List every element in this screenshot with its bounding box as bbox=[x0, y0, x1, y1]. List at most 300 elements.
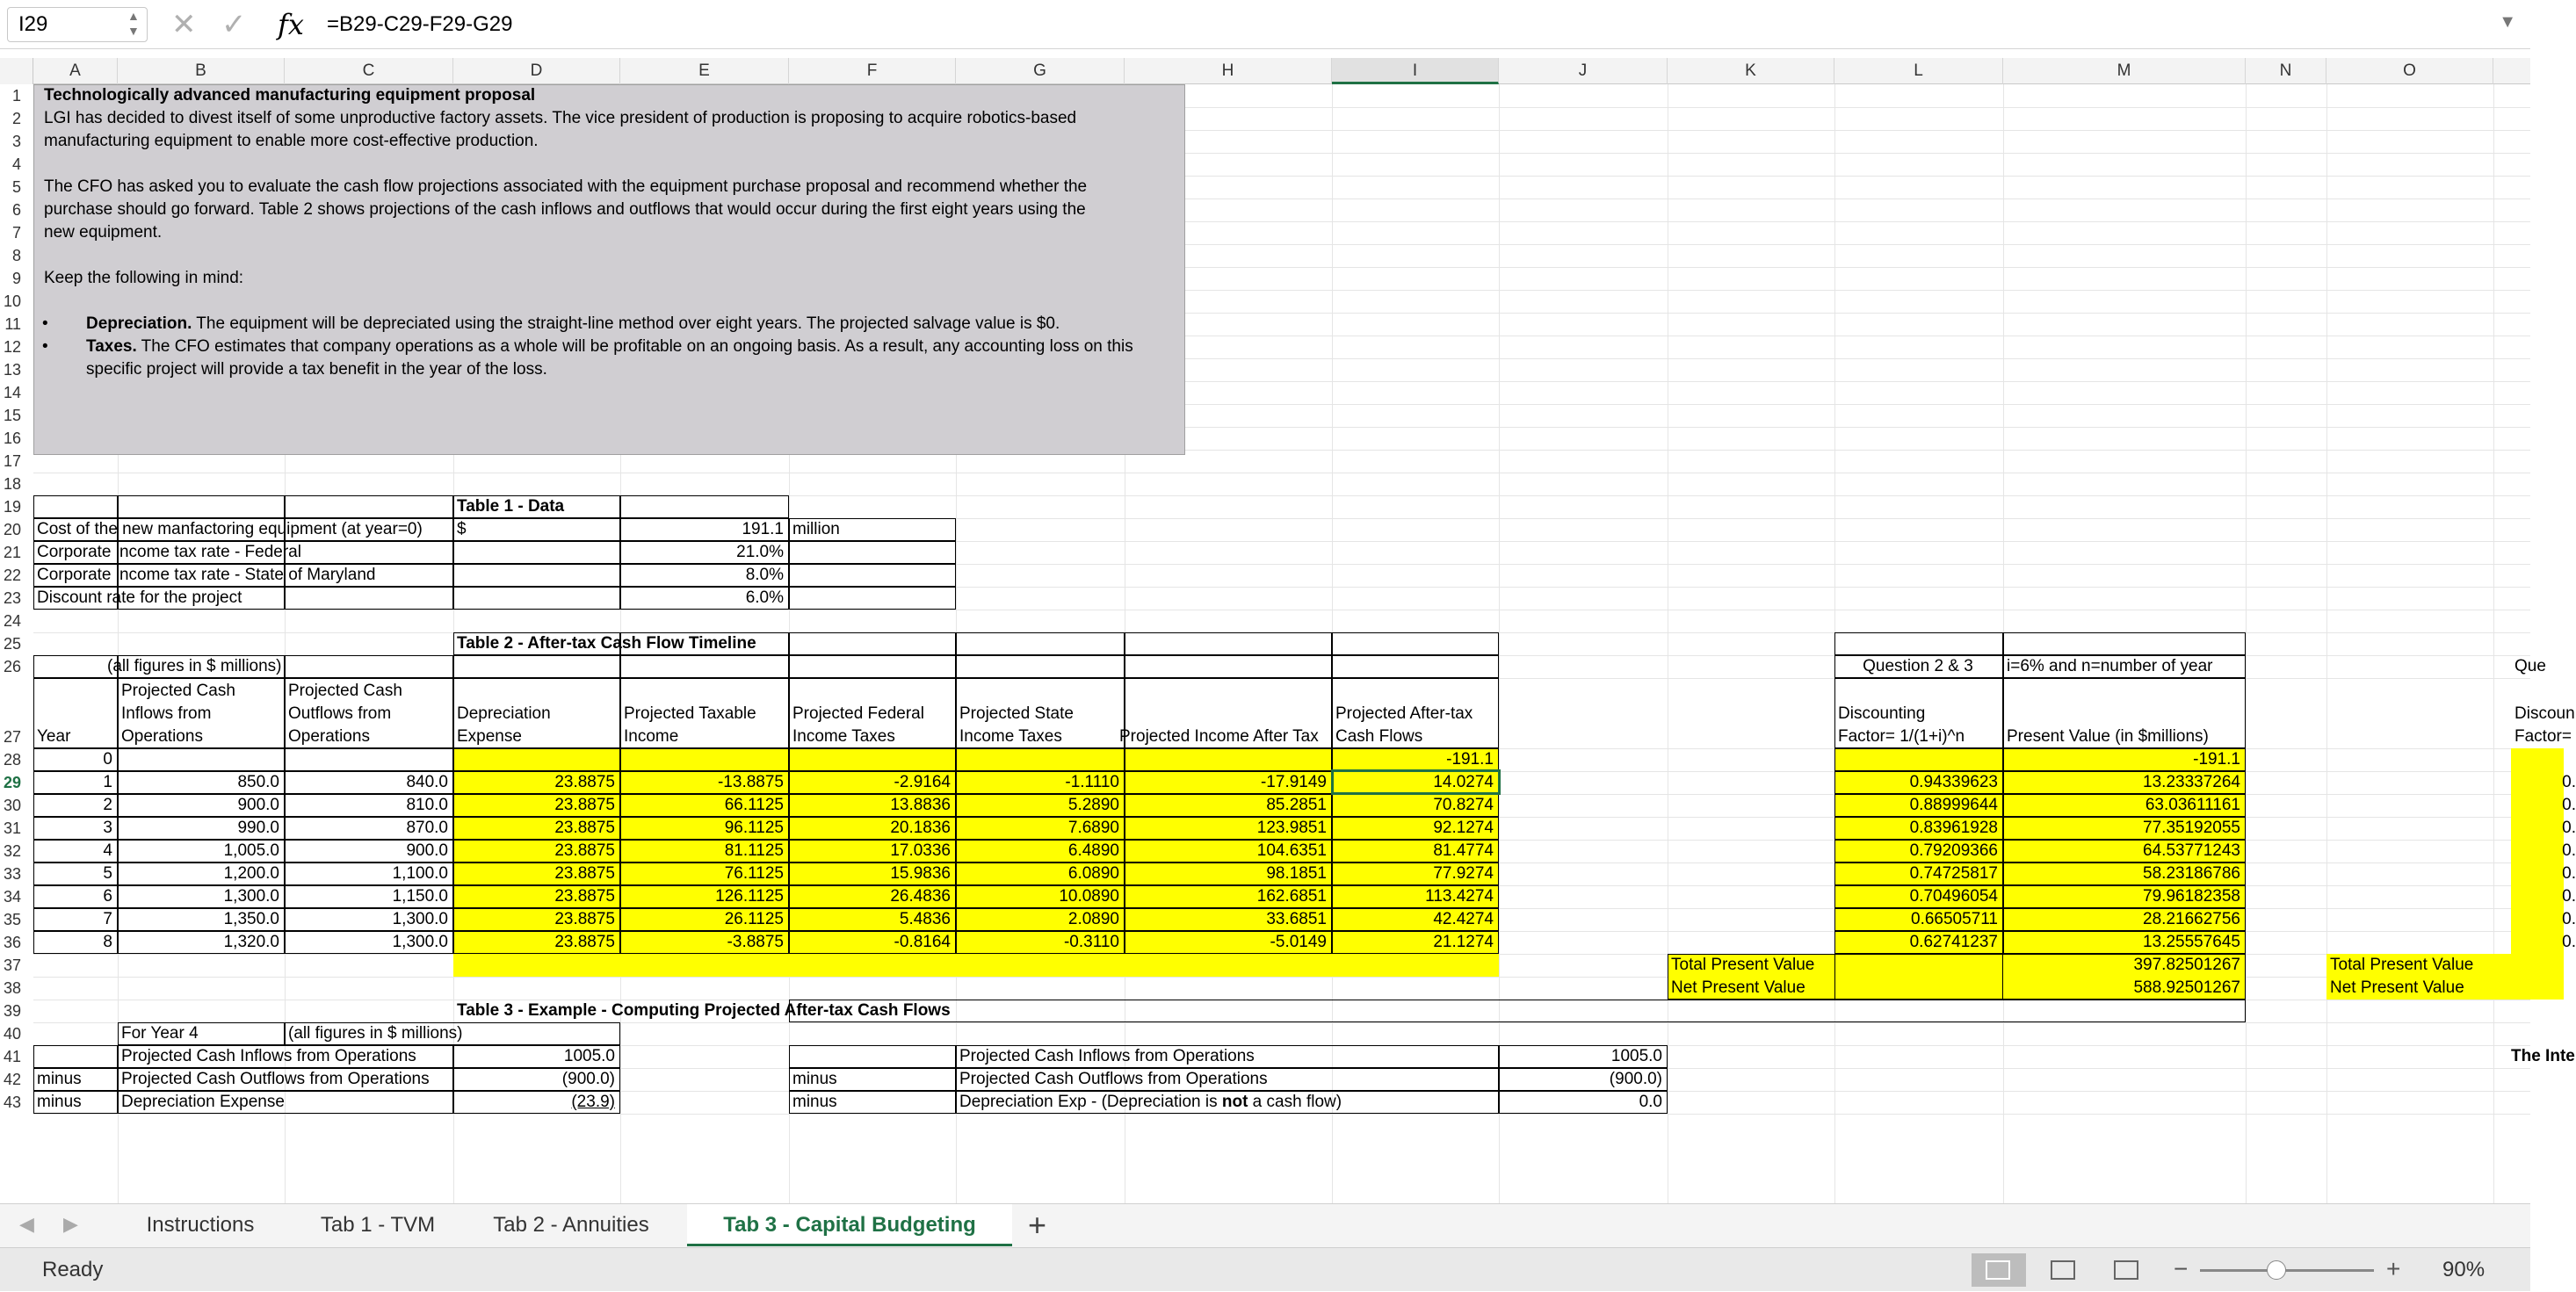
row-header-23[interactable]: 23 bbox=[3, 589, 21, 607]
column-header-c[interactable]: C bbox=[285, 58, 453, 84]
question-factor[interactable]: 0.66505711 bbox=[1911, 910, 1998, 928]
question-pv[interactable]: 58.23186786 bbox=[2143, 864, 2240, 883]
right-factor[interactable]: 0. bbox=[2562, 796, 2576, 814]
row-header-32[interactable]: 32 bbox=[3, 842, 21, 860]
npv[interactable]: 588.92501267 bbox=[2133, 978, 2240, 997]
table2-cell-g[interactable]: 5.2890 bbox=[1067, 796, 1119, 814]
table2-cell-c[interactable]: 840.0 bbox=[406, 773, 448, 791]
row-header-15[interactable]: 15 bbox=[3, 407, 21, 424]
table3-op[interactable]: minus bbox=[792, 1070, 837, 1088]
page-break-icon[interactable] bbox=[2114, 1260, 2138, 1280]
row-header-35[interactable]: 35 bbox=[3, 911, 21, 928]
table3-border bbox=[118, 1045, 453, 1068]
bullet-taxes-cont: specific project will provide a tax benefit in the year of the loss. bbox=[86, 360, 547, 379]
status-ready: Ready bbox=[42, 1258, 104, 1281]
question-col-factor[interactable]: Factor= 1/(1+i)^n bbox=[1838, 727, 1965, 746]
table3-note[interactable]: (all figures in $ millions) bbox=[288, 1024, 463, 1043]
table2-header-dep[interactable]: Expense bbox=[457, 727, 522, 746]
table2-cell-c[interactable]: 810.0 bbox=[406, 796, 448, 814]
row-header-9[interactable]: 9 bbox=[11, 270, 21, 287]
row-header-40[interactable]: 40 bbox=[3, 1025, 21, 1043]
table2-cell-f[interactable]: -0.8164 bbox=[894, 933, 951, 951]
table3-label[interactable]: Projected Cash Inflows from Operations bbox=[959, 1047, 1255, 1065]
table2-cell-g[interactable]: 7.6890 bbox=[1067, 819, 1119, 837]
column-header-o[interactable]: O bbox=[2326, 58, 2493, 84]
row-header-13[interactable]: 13 bbox=[3, 361, 21, 379]
table2-header-outflows[interactable]: Outflows from bbox=[288, 704, 392, 723]
table2-cell-e[interactable]: 66.1125 bbox=[724, 796, 784, 814]
row-header-21[interactable]: 21 bbox=[3, 544, 21, 561]
table2-cell-c[interactable]: 1,150.0 bbox=[392, 887, 448, 906]
table1-label[interactable]: Corporate income tax rate - State of Maryland bbox=[37, 566, 376, 584]
table2-cell-h[interactable]: -17.9149 bbox=[1260, 773, 1327, 791]
table2-border bbox=[789, 748, 956, 771]
table2-cell-d[interactable]: 23.8875 bbox=[554, 841, 615, 860]
table2-cell-d[interactable]: 23.8875 bbox=[554, 796, 615, 814]
table2-header-year[interactable]: Year bbox=[37, 727, 71, 746]
instructions-title: Technologically advanced manufacturing equipment proposal bbox=[44, 86, 536, 105]
table1-label[interactable]: Discount rate for the project bbox=[37, 588, 242, 607]
right-col-factor[interactable]: Discoun bbox=[2514, 704, 2575, 723]
table1-value[interactable]: 191.1 bbox=[742, 520, 784, 538]
table2-border bbox=[1125, 632, 1332, 655]
table2-cell-h[interactable]: 33.6851 bbox=[1266, 910, 1327, 928]
total-pv-label[interactable]: Total Present Value bbox=[1671, 956, 1815, 974]
row-header-10[interactable]: 10 bbox=[3, 292, 21, 310]
row-header-7[interactable]: 7 bbox=[11, 224, 21, 242]
name-box-stepper-icon[interactable]: ▲ ▼ bbox=[127, 9, 140, 38]
table2-header-cash[interactable]: Projected After-tax bbox=[1335, 704, 1473, 723]
table2-border bbox=[33, 655, 118, 678]
zoom-slider-thumb[interactable] bbox=[2267, 1260, 2286, 1280]
table1-currency[interactable]: $ bbox=[457, 520, 467, 538]
table2-year[interactable]: 6 bbox=[103, 887, 112, 906]
row-header-17[interactable]: 17 bbox=[3, 452, 21, 470]
table2-cell-g[interactable]: 6.0890 bbox=[1067, 864, 1119, 883]
zoom-in-icon[interactable]: + bbox=[2386, 1255, 2401, 1282]
table2-cell-i[interactable]: 81.4774 bbox=[1433, 841, 1494, 860]
bullet-icon: • bbox=[42, 314, 48, 333]
table1-border bbox=[789, 587, 956, 610]
row-header-31[interactable]: 31 bbox=[3, 819, 21, 837]
column-header-m[interactable]: M bbox=[2003, 58, 2246, 84]
table2-cell-c[interactable]: 900.0 bbox=[406, 841, 448, 860]
table2-cell-i[interactable]: 42.4274 bbox=[1433, 910, 1494, 928]
table2-cell-e[interactable]: 81.1125 bbox=[724, 841, 784, 860]
right-irr-label[interactable]: The Inte bbox=[2511, 1047, 2575, 1065]
name-box[interactable]: I29 bbox=[7, 7, 148, 42]
table2-cell-b[interactable]: 1,300.0 bbox=[223, 887, 279, 906]
table3-label[interactable]: Depreciation Expense bbox=[121, 1093, 285, 1111]
row-header-19[interactable]: 19 bbox=[3, 498, 21, 516]
tab-tvm[interactable]: Tab 1 - TVM bbox=[320, 1213, 436, 1237]
instructions-text: The CFO has asked you to evaluate the cash flow projections associated with the equipment purchase proposal and recommend whether the bbox=[44, 177, 1088, 196]
row-header-38[interactable]: 38 bbox=[3, 979, 21, 997]
cell-grid[interactable] bbox=[33, 84, 2576, 1207]
question-header[interactable]: Question 2 & 3 bbox=[1863, 657, 1973, 675]
table2-cell-h[interactable]: 104.6351 bbox=[1256, 841, 1327, 860]
table2-cell-f[interactable]: 26.4836 bbox=[890, 887, 951, 906]
table2-header-state[interactable]: Projected State bbox=[959, 704, 1074, 723]
table1-title[interactable]: Table 1 - Data bbox=[457, 497, 565, 516]
row-header-26[interactable]: 26 bbox=[3, 658, 21, 675]
table2-cell-g[interactable]: 10.0890 bbox=[1059, 887, 1119, 906]
right-factor[interactable]: 0. bbox=[2562, 887, 2576, 906]
table2-header-taxable[interactable]: Income bbox=[624, 727, 679, 746]
row-header-24[interactable]: 24 bbox=[3, 612, 21, 630]
table3-border bbox=[789, 1091, 956, 1114]
table1-value[interactable]: 21.0% bbox=[736, 543, 784, 561]
question-border bbox=[1834, 632, 2003, 655]
table2-cell-e[interactable]: 126.1125 bbox=[715, 887, 784, 906]
table2-cell-g[interactable]: -1.1110 bbox=[1065, 773, 1119, 791]
table2-border bbox=[956, 748, 1125, 771]
row-header-30[interactable]: 30 bbox=[3, 797, 21, 814]
scroll-right-icon[interactable]: ▶ bbox=[63, 1213, 78, 1235]
table2-header-dep[interactable]: Depreciation bbox=[457, 704, 551, 723]
scroll-left-icon[interactable]: ◀ bbox=[19, 1213, 34, 1235]
question-pv[interactable]: 13.23337264 bbox=[2143, 773, 2240, 791]
page-layout-icon[interactable] bbox=[2051, 1260, 2075, 1280]
table2-cell-i[interactable]: 70.8274 bbox=[1433, 796, 1494, 814]
table2-cell-c[interactable]: 1,100.0 bbox=[392, 864, 448, 883]
table2-cell-e[interactable]: 26.1125 bbox=[724, 910, 784, 928]
formula-bar bbox=[0, 0, 2530, 49]
table2-border bbox=[620, 748, 789, 771]
table2-cell-i[interactable]: 113.4274 bbox=[1425, 887, 1494, 906]
question-factor[interactable]: 0.88999644 bbox=[1909, 796, 1998, 814]
question-pv[interactable]: -191.1 bbox=[2193, 750, 2240, 769]
table2-cell-g[interactable]: -0.3110 bbox=[1063, 933, 1119, 951]
table2-cell-c[interactable]: 1,300.0 bbox=[392, 910, 448, 928]
bullet-depreciation: Depreciation. The equipment will be depreciated using the straight-line method over eight years. The projected salvage value is $0. bbox=[86, 314, 1060, 333]
table1-border bbox=[620, 495, 789, 518]
column-header-h[interactable]: H bbox=[1125, 58, 1332, 84]
table1-border bbox=[453, 541, 620, 564]
table2-header-outflows[interactable]: Operations bbox=[288, 727, 370, 746]
row-header-18[interactable]: 18 bbox=[3, 475, 21, 493]
table2-cell-c[interactable]: 1,300.0 bbox=[392, 933, 448, 951]
right-factor[interactable]: 0. bbox=[2562, 773, 2576, 791]
table2-cell-h[interactable]: -5.0149 bbox=[1270, 933, 1327, 951]
table2-border bbox=[1125, 748, 1332, 771]
table2-year[interactable]: 2 bbox=[103, 796, 112, 814]
right-total-pv-label[interactable]: Total Present Value bbox=[2330, 956, 2474, 974]
zoom-out-icon[interactable]: − bbox=[2174, 1255, 2189, 1282]
table3-border bbox=[285, 1022, 620, 1045]
table2-cell-b[interactable]: 1,005.0 bbox=[223, 841, 279, 860]
question-factor[interactable]: 0.62741237 bbox=[1909, 933, 1998, 951]
table2-cell-h[interactable]: 162.6851 bbox=[1256, 887, 1327, 906]
formula-input[interactable]: =B29-C29-F29-G29 bbox=[327, 12, 513, 36]
table2-cell-d[interactable]: 23.8875 bbox=[554, 910, 615, 928]
grid-icon bbox=[1986, 1260, 2010, 1280]
table2-cell-f[interactable]: 17.0336 bbox=[890, 841, 951, 860]
table2-header-fed[interactable]: Projected Federal bbox=[792, 704, 924, 723]
right-factor[interactable]: 0. bbox=[2562, 933, 2576, 951]
cancel-icon[interactable]: ✕ bbox=[171, 8, 197, 41]
question-factor[interactable]: 0.74725817 bbox=[1909, 864, 1998, 883]
table3-border bbox=[453, 1091, 620, 1114]
column-header-d[interactable]: D bbox=[453, 58, 620, 84]
row-header-11[interactable]: 11 bbox=[4, 315, 21, 333]
row-header-33[interactable]: 33 bbox=[3, 865, 21, 883]
confirm-icon[interactable]: ✓ bbox=[221, 8, 247, 41]
select-all-corner[interactable] bbox=[0, 58, 33, 84]
spreadsheet-grid[interactable] bbox=[0, 58, 2576, 1203]
table1-unit[interactable]: million bbox=[792, 520, 840, 538]
selected-cell bbox=[1331, 769, 1501, 795]
table2-cell-e[interactable]: -3.8875 bbox=[727, 933, 784, 951]
table2-border bbox=[789, 655, 956, 678]
right-npv-label[interactable]: Net Present Value bbox=[2330, 978, 2464, 997]
table3-border bbox=[33, 1068, 118, 1091]
table2-cash[interactable]: -191.1 bbox=[1446, 750, 1494, 769]
question-pv[interactable]: 13.25557645 bbox=[2143, 933, 2240, 951]
row-header-41[interactable]: 41 bbox=[3, 1048, 21, 1065]
table2-year[interactable]: 0 bbox=[103, 750, 112, 769]
row-header-4[interactable]: 4 bbox=[11, 155, 21, 173]
question-pv[interactable]: 63.03611161 bbox=[2145, 796, 2240, 814]
instructions-text: Keep the following in mind: bbox=[44, 269, 244, 287]
instructions-text: purchase should go forward. Table 2 shows projections of the cash inflows and outflows that would occur during the first eight years using the bbox=[44, 200, 1086, 219]
table3-value[interactable]: (900.0) bbox=[561, 1070, 615, 1088]
table2-cell-f[interactable]: 20.1836 bbox=[890, 819, 951, 837]
right-factor[interactable]: 0. bbox=[2562, 819, 2576, 837]
table2-cell-i[interactable]: 14.0274 bbox=[1433, 773, 1494, 791]
row-header-29[interactable]: 29 bbox=[3, 774, 21, 791]
right-factor[interactable]: 0. bbox=[2562, 841, 2576, 860]
table2-year[interactable]: 7 bbox=[103, 910, 112, 928]
column-header-a[interactable]: A bbox=[33, 58, 118, 84]
tab-capital-budgeting[interactable]: Tab 3 - Capital Budgeting bbox=[687, 1204, 1012, 1246]
row-header-6[interactable]: 6 bbox=[11, 201, 21, 219]
chevron-down-icon[interactable]: ▼ bbox=[2499, 12, 2516, 32]
table1-border bbox=[789, 564, 956, 587]
table1-border bbox=[118, 495, 285, 518]
table3-value[interactable]: (23.9) bbox=[571, 1093, 615, 1111]
column-header-e[interactable]: E bbox=[620, 58, 789, 84]
gridline bbox=[2326, 84, 2327, 1207]
table2-cell-b[interactable]: 1,200.0 bbox=[223, 864, 279, 883]
table3-label[interactable]: Depreciation Exp - (Depreciation is not a cash flow) bbox=[959, 1093, 1342, 1111]
total-pv[interactable]: 397.82501267 bbox=[2133, 956, 2240, 974]
table2-cell-b[interactable]: 1,320.0 bbox=[223, 933, 279, 951]
table2-border bbox=[453, 748, 620, 771]
table2-header-fed[interactable]: Income Taxes bbox=[792, 727, 895, 746]
row-header-20[interactable]: 20 bbox=[3, 521, 21, 538]
table3-year[interactable]: For Year 4 bbox=[121, 1024, 199, 1043]
table3-border bbox=[789, 1045, 956, 1068]
row-header-42[interactable]: 42 bbox=[3, 1071, 21, 1088]
question-pv[interactable]: 79.96182358 bbox=[2143, 887, 2240, 906]
table2-cell-f[interactable]: 13.8836 bbox=[890, 796, 951, 814]
row-header-27[interactable]: 27 bbox=[3, 728, 21, 746]
column-header-l[interactable]: L bbox=[1834, 58, 2003, 84]
question-pv[interactable]: 28.21662756 bbox=[2143, 910, 2240, 928]
question-pv[interactable]: 64.53771243 bbox=[2143, 841, 2240, 860]
table1-border bbox=[789, 541, 956, 564]
table2-cell-i[interactable]: 77.9274 bbox=[1433, 864, 1494, 883]
zoom-slider[interactable] bbox=[2200, 1269, 2374, 1272]
right-col-factor[interactable]: Factor= bbox=[2514, 727, 2572, 746]
table2-cell-h[interactable]: 123.9851 bbox=[1256, 819, 1327, 837]
table2-cell-g[interactable]: 2.0890 bbox=[1067, 910, 1119, 928]
question-factor[interactable]: 0.79209366 bbox=[1909, 841, 1998, 860]
row-header-25[interactable]: 25 bbox=[3, 635, 21, 653]
gridline bbox=[33, 1114, 2530, 1115]
table3-op[interactable]: minus bbox=[792, 1093, 837, 1111]
function-icon[interactable]: fx bbox=[278, 8, 304, 41]
row-header-2[interactable]: 2 bbox=[11, 110, 21, 127]
npv-label[interactable]: Net Present Value bbox=[1671, 978, 1805, 997]
table2-cell-g[interactable]: 6.4890 bbox=[1067, 841, 1119, 860]
column-header-j[interactable]: J bbox=[1499, 58, 1668, 84]
table1-value[interactable]: 8.0% bbox=[745, 566, 784, 584]
right-factor[interactable]: 0. bbox=[2562, 864, 2576, 883]
table2-cell-b[interactable]: 900.0 bbox=[237, 796, 279, 814]
table2-cell-d[interactable]: 23.8875 bbox=[554, 864, 615, 883]
question-factor[interactable]: 0.94339623 bbox=[1909, 773, 1998, 791]
row-header-39[interactable]: 39 bbox=[3, 1002, 21, 1020]
column-header-g[interactable]: G bbox=[956, 58, 1125, 84]
table1-border bbox=[453, 564, 620, 587]
table3-op[interactable]: minus bbox=[37, 1070, 82, 1088]
table2-year[interactable]: 8 bbox=[103, 933, 112, 951]
table2-cell-b[interactable]: 990.0 bbox=[237, 819, 279, 837]
row-header-8[interactable]: 8 bbox=[11, 247, 21, 264]
table3-value[interactable]: 0.0 bbox=[1639, 1093, 1662, 1111]
row-header-36[interactable]: 36 bbox=[3, 934, 21, 951]
row-header-34[interactable]: 34 bbox=[3, 888, 21, 906]
column-headers bbox=[0, 58, 2530, 84]
table2-header-taxable[interactable]: Projected Taxable bbox=[624, 704, 756, 723]
table2-cell-c[interactable]: 870.0 bbox=[406, 819, 448, 837]
table3-op[interactable]: minus bbox=[37, 1093, 82, 1111]
table2-cell-e[interactable]: -13.8875 bbox=[717, 773, 784, 791]
question-factor[interactable]: 0.83961928 bbox=[1909, 819, 1998, 837]
table3-border bbox=[956, 1045, 1499, 1068]
add-sheet-icon[interactable]: + bbox=[1028, 1207, 1047, 1243]
question-border bbox=[2003, 632, 2246, 655]
table2-header-inflows[interactable]: Inflows from bbox=[121, 704, 212, 723]
table2-cell-b[interactable]: 850.0 bbox=[237, 773, 279, 791]
row-header-1[interactable]: 1 bbox=[11, 87, 21, 105]
table2-border bbox=[1332, 632, 1499, 655]
table3-border bbox=[956, 1068, 1499, 1091]
table2-border bbox=[118, 748, 285, 771]
table2-cell-d[interactable]: 23.8875 bbox=[554, 773, 615, 791]
column-header-k[interactable]: K bbox=[1668, 58, 1834, 84]
column-header-i[interactable]: I bbox=[1332, 58, 1499, 84]
column-header-f[interactable]: F bbox=[789, 58, 956, 84]
table2-border bbox=[956, 632, 1125, 655]
column-header-n[interactable]: N bbox=[2246, 58, 2326, 84]
table3-value[interactable]: 1005.0 bbox=[1610, 1047, 1662, 1065]
row-header-37[interactable]: 37 bbox=[3, 956, 21, 974]
table2-cell-h[interactable]: 98.1851 bbox=[1266, 864, 1327, 883]
table2-cell-d[interactable]: 23.8875 bbox=[554, 819, 615, 837]
question-col-pv[interactable]: Present Value (in $millions) bbox=[2007, 727, 2209, 746]
table3-border bbox=[1499, 1091, 1668, 1114]
table2-cell-f[interactable]: 15.9836 bbox=[890, 864, 951, 883]
table3-value[interactable]: (900.0) bbox=[1609, 1070, 1662, 1088]
row-header-22[interactable]: 22 bbox=[3, 567, 21, 584]
table3-label[interactable]: Projected Cash Outflows from Operations bbox=[121, 1070, 430, 1088]
table2-cell-d[interactable]: 23.8875 bbox=[554, 933, 615, 951]
table2-border bbox=[1332, 655, 1499, 678]
column-header-b[interactable]: B bbox=[118, 58, 285, 84]
table2-cell-h[interactable]: 85.2851 bbox=[1266, 796, 1327, 814]
table3-label[interactable]: Projected Cash Outflows from Operations bbox=[959, 1070, 1268, 1088]
table3-border bbox=[118, 1068, 453, 1091]
row-header-5[interactable]: 5 bbox=[11, 178, 21, 196]
question-border bbox=[1834, 748, 2003, 771]
table2-cell-e[interactable]: 96.1125 bbox=[724, 819, 784, 837]
tab-annuities[interactable]: Tab 2 - Annuities bbox=[493, 1213, 649, 1237]
table3-border bbox=[118, 1022, 285, 1045]
row-header-43[interactable]: 43 bbox=[3, 1094, 21, 1111]
table2-note[interactable]: (all figures in $ millions) bbox=[107, 657, 282, 675]
question-header-rate[interactable]: i=6% and n=number of year bbox=[2007, 657, 2213, 675]
right-factor[interactable]: 0. bbox=[2562, 910, 2576, 928]
status-bar bbox=[0, 1247, 2530, 1291]
row-header-12[interactable]: 12 bbox=[3, 338, 21, 356]
row-header-16[interactable]: 16 bbox=[3, 429, 21, 447]
table3-value[interactable]: 1005.0 bbox=[563, 1047, 615, 1065]
table1-label[interactable]: Corporate income tax rate - Federal bbox=[37, 543, 301, 561]
table2-header-outflows[interactable]: Projected Cash bbox=[288, 682, 402, 700]
table2-cell-i[interactable]: 92.1274 bbox=[1433, 819, 1494, 837]
right-question-header[interactable]: Que bbox=[2514, 657, 2546, 675]
table2-year[interactable]: 5 bbox=[103, 864, 112, 883]
question-col-factor[interactable]: Discounting bbox=[1838, 704, 1926, 723]
gridline bbox=[1499, 84, 1500, 1207]
table2-cell-f[interactable]: -2.9164 bbox=[894, 773, 951, 791]
table1-value[interactable]: 6.0% bbox=[745, 588, 784, 607]
table2-cell-b[interactable]: 1,350.0 bbox=[223, 910, 279, 928]
table2-cell-d[interactable]: 23.8875 bbox=[554, 887, 615, 906]
table1-border bbox=[33, 495, 118, 518]
table2-header-inflows[interactable]: Projected Cash bbox=[121, 682, 235, 700]
table2-year[interactable]: 3 bbox=[103, 819, 112, 837]
question-pv[interactable]: 77.35192055 bbox=[2143, 819, 2240, 837]
table3-title[interactable]: Table 3 - Example - Computing Projected After-tax Cash Flows bbox=[457, 1001, 951, 1020]
table2-cell-f[interactable]: 5.4836 bbox=[899, 910, 951, 928]
question-factor[interactable]: 0.70496054 bbox=[1909, 887, 1998, 906]
table2-year[interactable]: 4 bbox=[103, 841, 112, 860]
instructions-text: manufacturing equipment to enable more cost-effective production. bbox=[44, 132, 539, 150]
table2-year[interactable]: 1 bbox=[103, 773, 112, 791]
table3-border bbox=[33, 1045, 118, 1068]
table2-header-after[interactable]: Projected Income After Tax bbox=[1119, 727, 1319, 746]
row-header-14[interactable]: 14 bbox=[3, 384, 21, 401]
table2-header-inflows[interactable]: Operations bbox=[121, 727, 203, 746]
table3-border bbox=[453, 1045, 620, 1068]
table2-header-state[interactable]: Income Taxes bbox=[959, 727, 1062, 746]
row-header-3[interactable]: 3 bbox=[11, 133, 21, 150]
table3-border bbox=[1499, 1068, 1668, 1091]
table2-cell-i[interactable]: 21.1274 bbox=[1433, 933, 1494, 951]
row-header-28[interactable]: 28 bbox=[3, 751, 21, 769]
tab-instructions[interactable]: Instructions bbox=[146, 1213, 255, 1237]
zoom-level: 90% bbox=[2442, 1258, 2486, 1281]
table2-header-cash[interactable]: Cash Flows bbox=[1335, 727, 1423, 746]
table2-cell-e[interactable]: 76.1125 bbox=[724, 864, 784, 883]
table2-title[interactable]: Table 2 - After-tax Cash Flow Timeline bbox=[457, 634, 756, 653]
table3-label[interactable]: Projected Cash Inflows from Operations bbox=[121, 1047, 416, 1065]
table1-label[interactable]: Cost of the new manfactoring equipment (at year=0) bbox=[37, 520, 423, 538]
